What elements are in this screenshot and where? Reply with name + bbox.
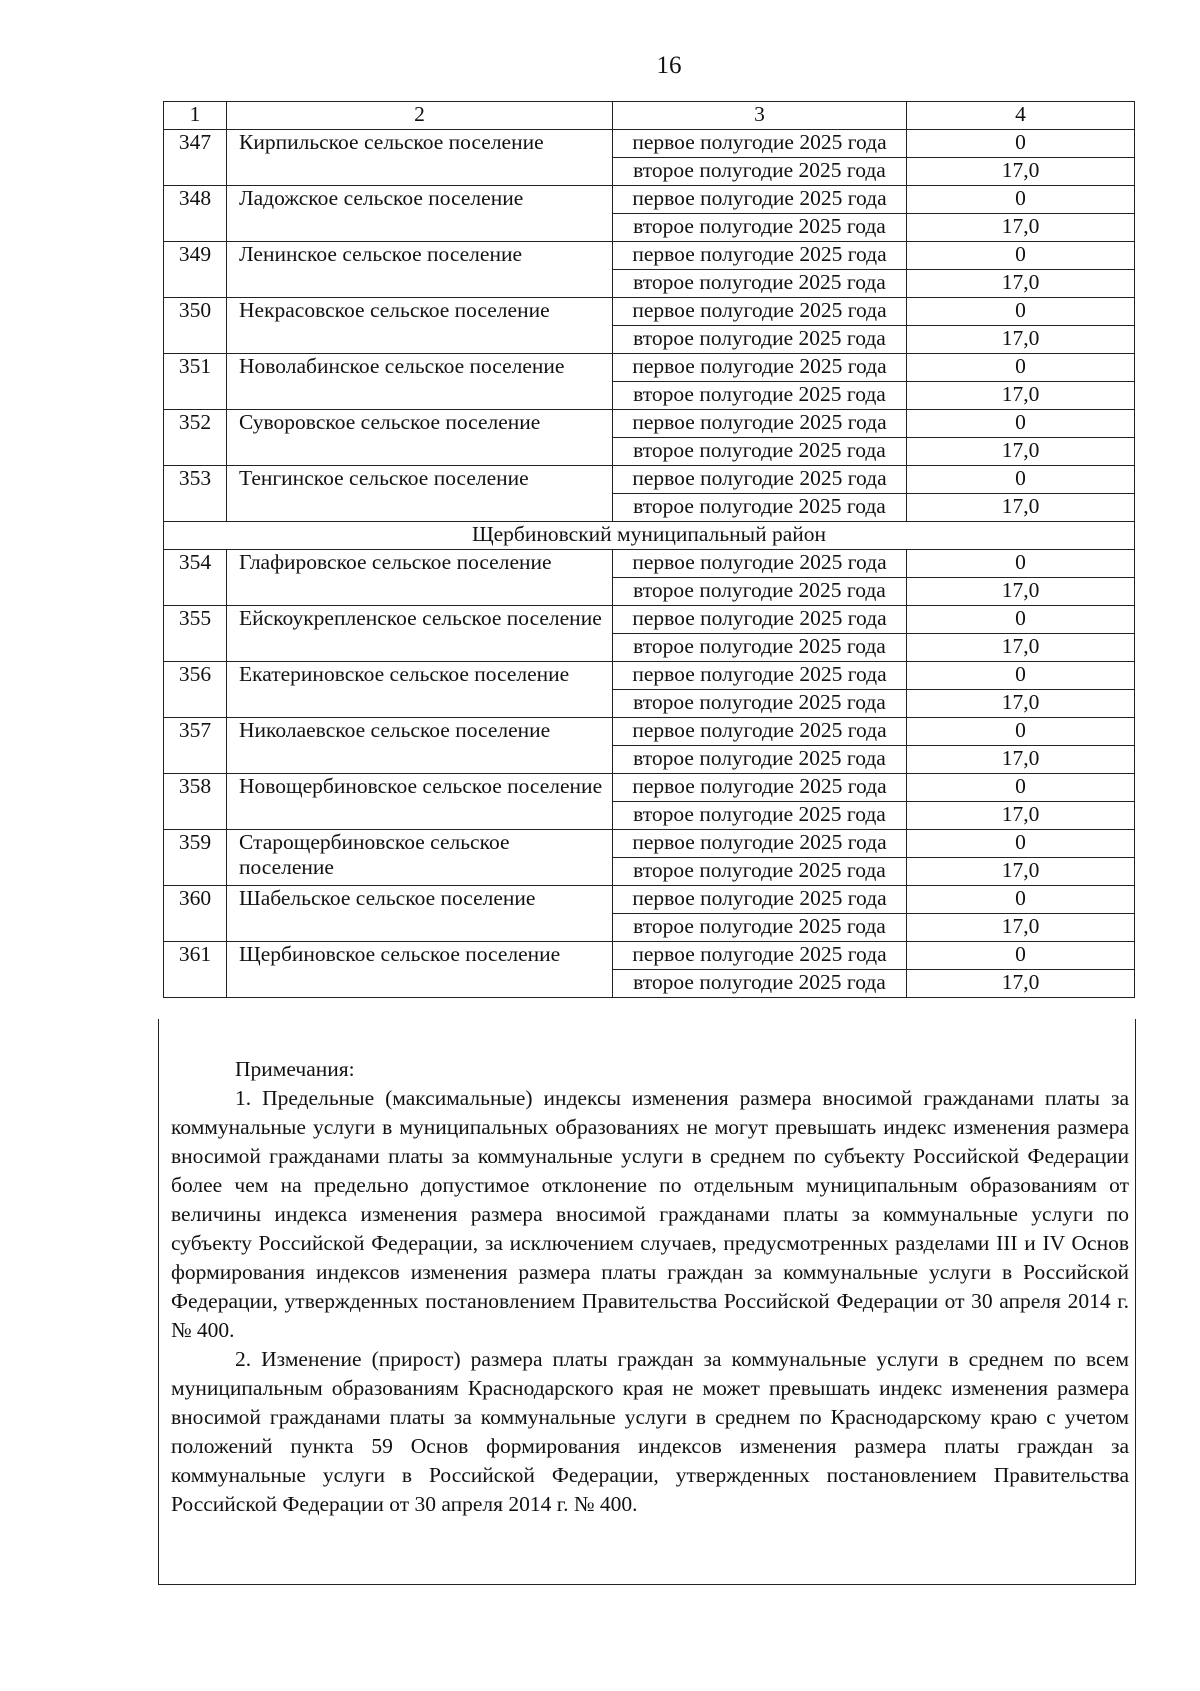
index-value: 17,0 — [907, 802, 1135, 830]
index-value: 17,0 — [907, 578, 1135, 606]
section-row — [164, 522, 1135, 550]
index-value: 0 — [907, 410, 1135, 438]
table-row — [164, 942, 1135, 970]
table-row — [164, 186, 1135, 214]
index-value: 0 — [907, 718, 1135, 746]
column-header: 2 — [227, 102, 613, 130]
period-cell: второе полугодие 2025 года — [613, 494, 907, 522]
table-header-row — [164, 102, 1135, 130]
table-row — [164, 298, 1135, 326]
period-cell: второе полугодие 2025 года — [613, 578, 907, 606]
index-value: 0 — [907, 886, 1135, 914]
page-number: 16 — [656, 52, 682, 79]
table-row — [164, 774, 1135, 802]
period-cell: второе полугодие 2025 года — [613, 326, 907, 354]
period-cell: первое полугодие 2025 года — [613, 942, 907, 970]
period-cell: второе полугодие 2025 года — [613, 634, 907, 662]
indices-table — [163, 101, 1135, 998]
row-number: 356 — [164, 662, 227, 718]
index-value: 17,0 — [907, 690, 1135, 718]
column-header: 1 — [164, 102, 227, 130]
period-cell: второе полугодие 2025 года — [613, 214, 907, 242]
period-cell: второе полугодие 2025 года — [613, 914, 907, 942]
row-number: 355 — [164, 606, 227, 662]
settlement-name: Шабельское сельское поселение — [227, 886, 613, 942]
table-row — [164, 466, 1135, 494]
table-row — [164, 242, 1135, 270]
row-number: 353 — [164, 466, 227, 522]
index-value: 17,0 — [907, 382, 1135, 410]
note-paragraph: 1. Предельные (максимальные) индексы изменения размера вносимой гражданами платы за коммунальные услуги в муниципальных образованиях не могут превышать индекс изменения размера вносимой гражданами платы за коммунальные услуги в среднем по субъекту Российской Федерации более чем на предельно допустимое отклонение по отдельным муниципальным образованиям от величины индекса изменения размера вносимой гражданами платы за коммунальные услуги по субъекту Российской Федерации, за исключением случаев, предусмотренных разделами III и IV Основ формирования индексов изменения размера платы граждан за коммунальные услуги в Российской Федерации, утвержденных постановлением Правительства Российской Федерации от 30 апреля 2014 г. № 400. — [171, 1086, 1129, 1342]
index-value: 0 — [907, 186, 1135, 214]
table-row — [164, 886, 1135, 914]
row-number: 357 — [164, 718, 227, 774]
column-header: 3 — [613, 102, 907, 130]
settlement-name: Новолабинское сельское поселение — [227, 354, 613, 410]
index-value: 17,0 — [907, 158, 1135, 186]
row-number: 350 — [164, 298, 227, 354]
settlement-name: Новощербиновское сельское поселение — [227, 774, 613, 830]
row-number: 347 — [164, 130, 227, 186]
row-number: 351 — [164, 354, 227, 410]
period-cell: первое полугодие 2025 года — [613, 830, 907, 858]
index-value: 17,0 — [907, 438, 1135, 466]
index-value: 0 — [907, 606, 1135, 634]
row-number: 360 — [164, 886, 227, 942]
index-value: 17,0 — [907, 746, 1135, 774]
period-cell: второе полугодие 2025 года — [613, 158, 907, 186]
index-value: 0 — [907, 130, 1135, 158]
index-value: 0 — [907, 662, 1135, 690]
period-cell: первое полугодие 2025 года — [613, 662, 907, 690]
period-cell: первое полугодие 2025 года — [613, 186, 907, 214]
column-header: 4 — [907, 102, 1135, 130]
table-row — [164, 130, 1135, 158]
period-cell: первое полугодие 2025 года — [613, 718, 907, 746]
period-cell: второе полугодие 2025 года — [613, 858, 907, 886]
period-cell: первое полугодие 2025 года — [613, 466, 907, 494]
period-cell: первое полугодие 2025 года — [613, 410, 907, 438]
settlement-name: Суворовское сельское поселение — [227, 410, 613, 466]
row-number: 361 — [164, 942, 227, 998]
index-value: 17,0 — [907, 270, 1135, 298]
index-value: 0 — [907, 830, 1135, 858]
period-cell: первое полугодие 2025 года — [613, 886, 907, 914]
index-value: 17,0 — [907, 634, 1135, 662]
settlement-name: Екатериновское сельское поселение — [227, 662, 613, 718]
index-value: 0 — [907, 942, 1135, 970]
district-title: Щербиновский муниципальный район — [164, 522, 1135, 550]
row-number: 352 — [164, 410, 227, 466]
period-cell: первое полугодие 2025 года — [613, 130, 907, 158]
settlement-name: Кирпильское сельское поселение — [227, 130, 613, 186]
period-cell: первое полугодие 2025 года — [613, 774, 907, 802]
table-row — [164, 718, 1135, 746]
table-row — [164, 830, 1135, 858]
table-body — [164, 102, 1135, 998]
period-cell: второе полугодие 2025 года — [613, 438, 907, 466]
table-row — [164, 550, 1135, 578]
notes-section — [158, 1019, 1136, 1585]
table-row — [164, 354, 1135, 382]
index-value: 17,0 — [907, 494, 1135, 522]
table-row — [164, 662, 1135, 690]
period-cell: второе полугодие 2025 года — [613, 746, 907, 774]
index-value: 17,0 — [907, 858, 1135, 886]
period-cell: первое полугодие 2025 года — [613, 354, 907, 382]
settlement-name: Глафировское сельское поселение — [227, 550, 613, 606]
row-number: 358 — [164, 774, 227, 830]
note-paragraph: 2. Изменение (прирост) размера платы граждан за коммунальные услуги в среднем по всем муниципальным образованиям Краснодарского края не может превышать индекс изменения размера вносимой гражданами платы за коммунальные услуги в среднем по Краснодарскому краю с учетом положений пункта 59 Основ формирования индексов изменения размера платы граждан за коммунальные услуги в Российской Федерации, утвержденных постановлением Правительства Российской Федерации от 30 апреля 2014 г. № 400. — [171, 1347, 1129, 1516]
period-cell: второе полугодие 2025 года — [613, 382, 907, 410]
index-value: 17,0 — [907, 914, 1135, 942]
index-value: 0 — [907, 774, 1135, 802]
settlement-name: Ладожское сельское поселение — [227, 186, 613, 242]
settlement-name: Ейскоукрепленское сельское поселение — [227, 606, 613, 662]
period-cell: второе полугодие 2025 года — [613, 270, 907, 298]
index-value: 0 — [907, 550, 1135, 578]
period-cell: первое полугодие 2025 года — [613, 298, 907, 326]
settlement-name: Тенгинское сельское поселение — [227, 466, 613, 522]
index-value: 0 — [907, 466, 1135, 494]
row-number: 348 — [164, 186, 227, 242]
notes-title: Примечания: — [235, 1057, 355, 1081]
table-row — [164, 606, 1135, 634]
period-cell: первое полугодие 2025 года — [613, 242, 907, 270]
period-cell: первое полугодие 2025 года — [613, 550, 907, 578]
period-cell: первое полугодие 2025 года — [613, 606, 907, 634]
index-value: 0 — [907, 298, 1135, 326]
settlement-name: Щербиновское сельское поселение — [227, 942, 613, 998]
row-number: 359 — [164, 830, 227, 886]
settlement-name: Николаевское сельское поселение — [227, 718, 613, 774]
index-value: 17,0 — [907, 970, 1135, 998]
settlement-name: Ленинское сельское поселение — [227, 242, 613, 298]
period-cell: второе полугодие 2025 года — [613, 802, 907, 830]
row-number: 354 — [164, 550, 227, 606]
period-cell: второе полугодие 2025 года — [613, 970, 907, 998]
period-cell: второе полугодие 2025 года — [613, 690, 907, 718]
row-number: 349 — [164, 242, 227, 298]
settlement-name: Некрасовское сельское поселение — [227, 298, 613, 354]
index-value: 17,0 — [907, 214, 1135, 242]
index-value: 17,0 — [907, 326, 1135, 354]
settlement-name: Старощербиновское сельское поселение — [227, 830, 613, 886]
index-value: 0 — [907, 242, 1135, 270]
table-row — [164, 410, 1135, 438]
index-value: 0 — [907, 354, 1135, 382]
